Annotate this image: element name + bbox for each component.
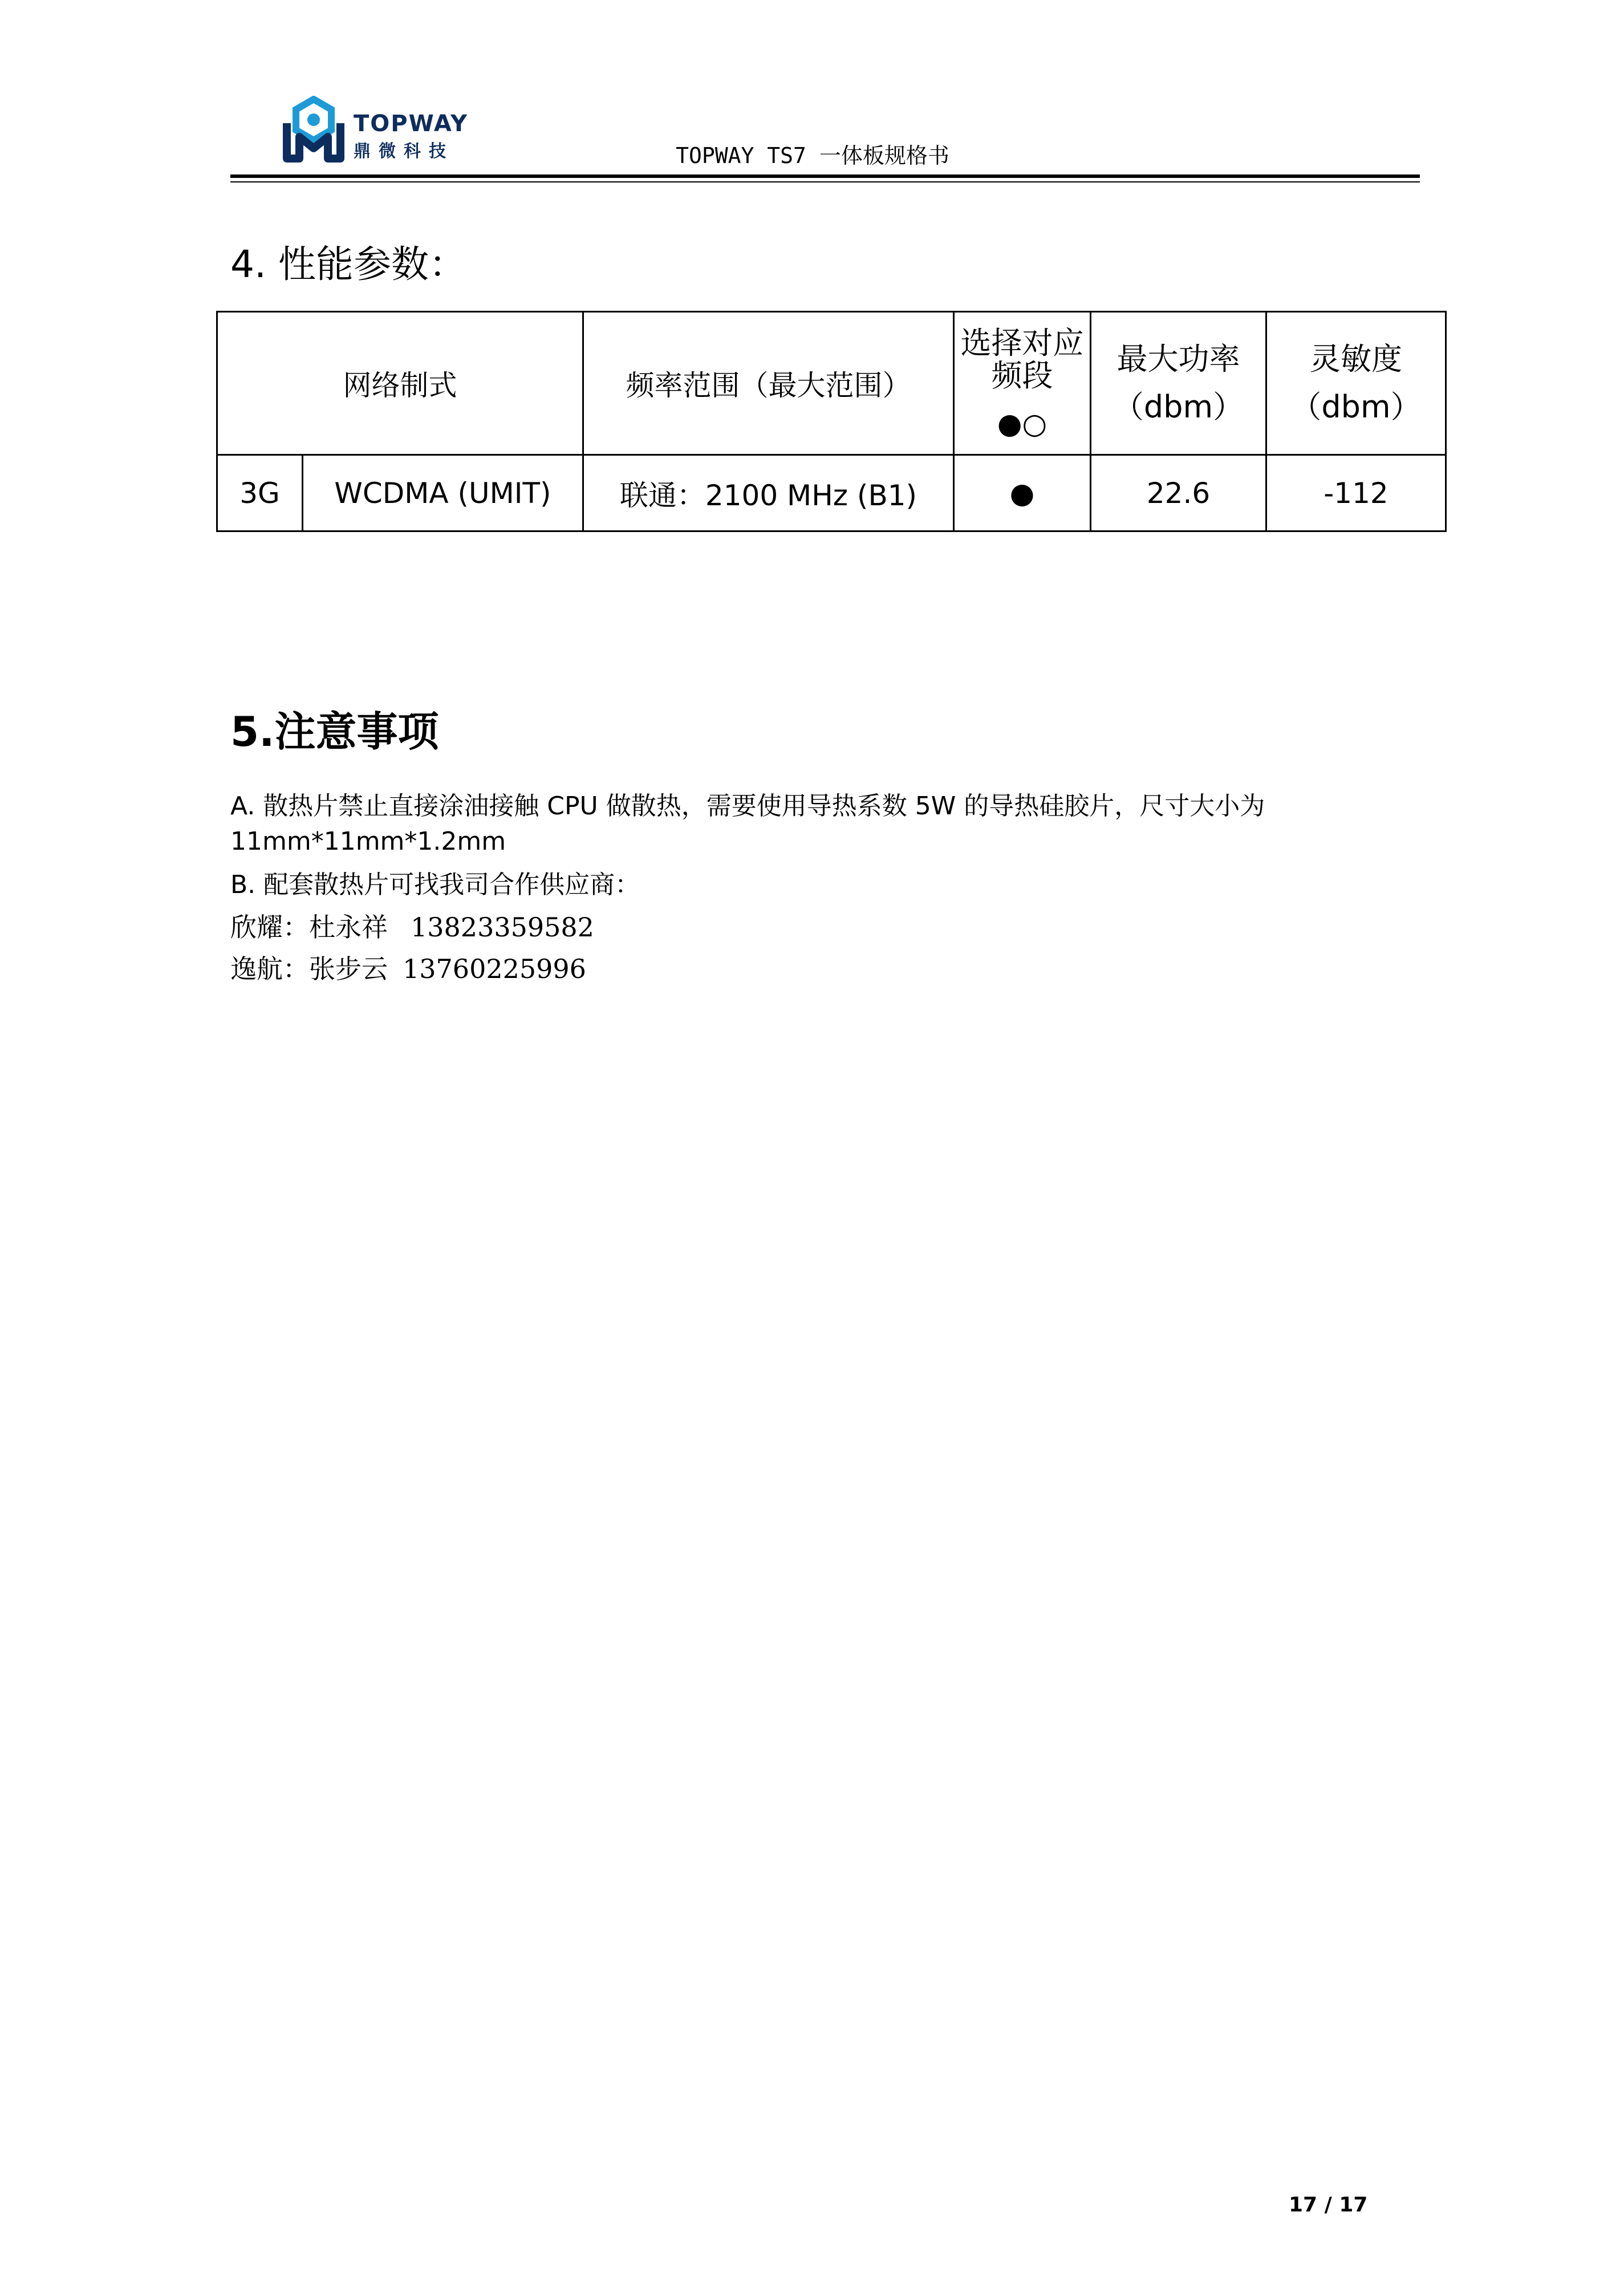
document-title: TOPWAY TS7 一体板规格书: [676, 143, 949, 168]
header-rule-thin: [230, 181, 1420, 182]
logo-text-zh: 鼎微科技: [354, 141, 454, 161]
note-a: A. 散热片禁止直接涂油接触 CPU 做散热，需要使用导热系数 5W 的导热硅胶片，尺寸大小为 11mm*11mm*1.2mm: [230, 792, 1265, 857]
cell-frequency: 联通：2100 MHz (B1): [583, 455, 954, 531]
header-sensitivity-label: 灵敏度: [1310, 341, 1402, 378]
cell-sensitivity: -112: [1266, 455, 1446, 531]
cell-max-power: 22.6: [1091, 455, 1266, 531]
header-max-power: [1091, 312, 1266, 455]
header-select-label: 选择对应频段: [960, 325, 1084, 393]
cell-selected: ●: [954, 455, 1091, 531]
table-header-row: [217, 312, 1446, 455]
contact-line: [230, 948, 586, 986]
header-select-marks: ●○: [997, 407, 1048, 441]
cell-mode: WCDMA (UMIT): [303, 455, 583, 531]
topway-logo-icon: [282, 96, 345, 163]
header-sensitivity: [1266, 312, 1446, 455]
header-frequency: 频率范围（最大范围）: [583, 312, 954, 455]
contact-label: 逸航：张步云: [230, 953, 388, 984]
table-row: [217, 455, 1446, 531]
cell-generation: 3G: [217, 455, 303, 531]
company-logo: [282, 96, 488, 163]
logo-text-en: TOPWAY: [354, 111, 469, 137]
page-number: 17 / 17: [1289, 2193, 1368, 2217]
header-rule-thick: [230, 174, 1420, 178]
note-b: B. 配套散热片可找我司合作供应商：: [230, 870, 640, 899]
performance-table: [216, 311, 1447, 532]
header-sensitivity-unit: （dbm）: [1290, 389, 1422, 425]
header-network: 网络制式: [217, 312, 583, 455]
section-4-title: 4. 性能参数：: [230, 242, 466, 286]
contact-line: [230, 907, 594, 944]
section-5-title: 5.注意事项: [230, 708, 439, 756]
contact-phone: 13823359582: [411, 912, 594, 943]
contact-phone: 13760225996: [403, 953, 586, 984]
header-max-power-unit: （dbm）: [1113, 389, 1244, 425]
header-select-band: [954, 312, 1091, 455]
header-max-power-label: 最大功率: [1116, 341, 1240, 378]
contact-label: 欣耀：杜永祥: [230, 912, 388, 943]
